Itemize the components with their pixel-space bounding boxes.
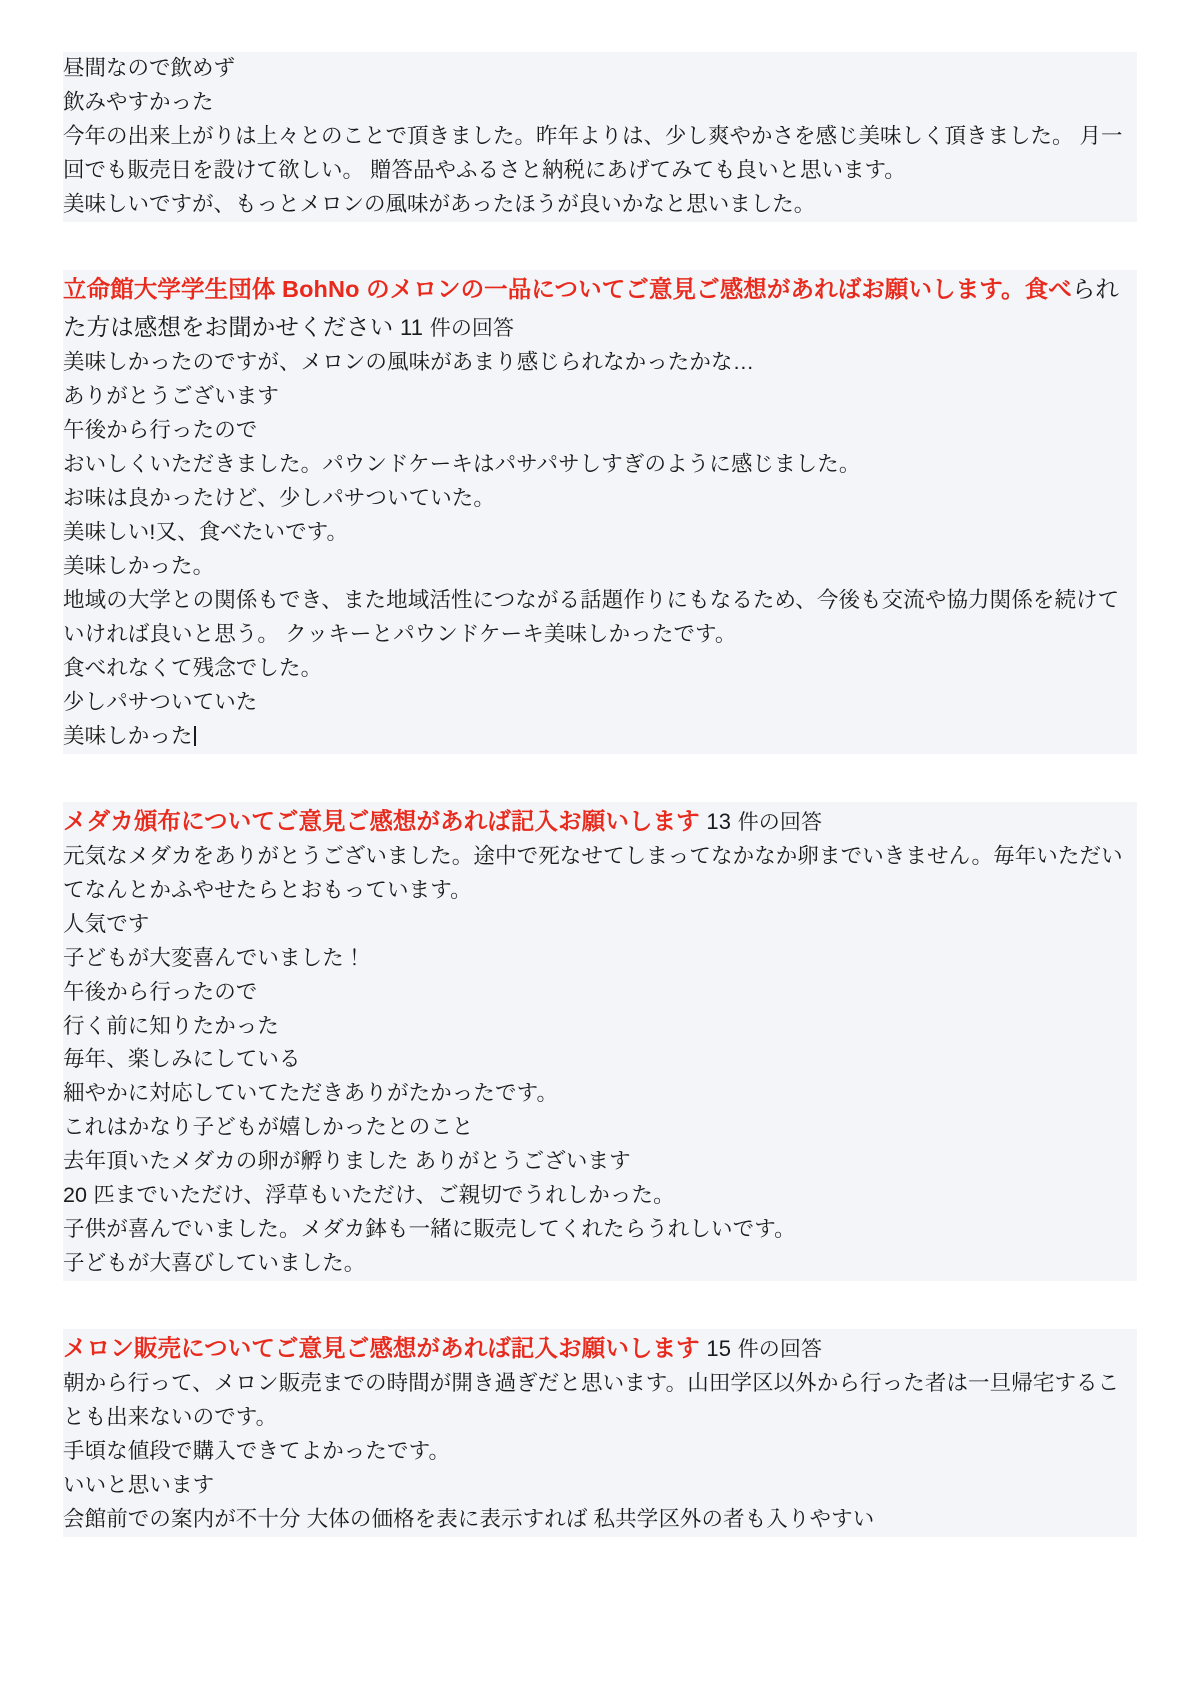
answers-list — [63, 840, 1137, 1282]
answer-line: 地域の大学との関係もでき、また地域活性につながる話題作りにもなるため、今後も交流や協力関係を続けていければ良いと思う。 クッキーとパウンドケーキ美味しかったです。 — [63, 587, 1120, 646]
answer-line: 元気なメダカをありがとうございました。途中で死なせてしまってなかなか卵までいきません。毎年いただいてなんとかふやせたらとおもっています。 — [63, 843, 1123, 902]
section-spacer — [63, 1281, 1137, 1329]
question-heading — [63, 1329, 1137, 1367]
answer-line: ありがとうございます — [63, 383, 280, 408]
answer-line: これはかなり子どもが嬉しかったとのこと — [63, 1115, 474, 1140]
section-spacer — [63, 754, 1137, 802]
answers-list — [63, 1367, 1137, 1537]
answer-line: 行く前に知りたかった — [63, 1013, 280, 1038]
answer-line: 細やかに対応していてただきありがたかったです。 — [63, 1081, 559, 1106]
answer-line: 少しパサついていた — [63, 689, 258, 714]
answer-line: 飲みやすかった — [63, 89, 214, 114]
answer-line: 子どもが大変喜んでいました！ — [63, 945, 366, 970]
response-count-number: 13 — [706, 808, 732, 834]
response-count-label: 件の回答 — [737, 1338, 823, 1362]
question-title: 立命館大学学生団体 BohNo のメロンの一品についてご意見ご感想があればお願いします。食べ — [63, 275, 1072, 302]
question-title: メダカ頒布についてご意見ご感想があれば記入お願いします — [63, 807, 700, 834]
answer-line: いいと思います — [63, 1473, 215, 1498]
section-spacer — [63, 222, 1137, 270]
answer-line: お味は良かったけど、少しパサついていた。 — [63, 485, 496, 510]
answer-line: 会館前での案内が不十分 大体の価格を表に表示すれば 私共学区外の者も入りやすい — [63, 1507, 875, 1532]
question-section — [63, 270, 1137, 754]
question-section — [63, 1329, 1137, 1537]
answer-line: 美味しかったのですが、メロンの風味があまり感じられなかったかな… — [63, 349, 755, 374]
answer-line: 美味しいですが、もっとメロンの風味があったほうが良いかなと思いました。 — [63, 191, 816, 216]
response-count-number: 11 — [400, 314, 424, 340]
intro-answers-block — [63, 52, 1137, 222]
answer-line: 今年の出来上がりは上々とのことで頂きました。昨年よりは、少し爽やかさを感じ美味しく頂きました。 月一回でも販売日を設けて欲しい。 贈答品やふるさと納税にあげてみても良いと思います。 — [63, 123, 1123, 182]
answer-line: 人気です — [63, 911, 150, 936]
question-heading — [63, 270, 1137, 346]
answer-line: 午後から行ったので — [63, 417, 258, 442]
answer-line: 毎年、楽しみにしている — [63, 1047, 301, 1072]
answer-line: 朝から行って、メロン販売までの時間が開き過ぎだと思います。山田学区以外から行った者は一旦帰宅することも出来ないのです。 — [63, 1371, 1120, 1430]
answer-line: おいしくいただきました。パウンドケーキはパサパサしすぎのように感じました。 — [63, 451, 861, 476]
answer-line: 午後から行ったので — [63, 979, 258, 1004]
response-count-label: 件の回答 — [429, 316, 515, 340]
question-title: メロン販売についてご意見ご感想があれば記入お願いします — [63, 1335, 700, 1362]
question-title-continued: られた方は感想をお聞かせください — [63, 275, 1120, 340]
answer-line: 美味しい!又、食べたいです。 — [63, 519, 349, 544]
response-count-label: 件の回答 — [737, 810, 823, 834]
answer-line: 食べれなくて残念でした。 — [63, 655, 323, 680]
answers-list — [63, 346, 1137, 754]
text-cursor — [194, 726, 196, 746]
answer-line: 子どもが大喜びしていました。 — [63, 1251, 366, 1276]
answer-line: 去年頂いたメダカの卵が孵りました ありがとうございます — [63, 1149, 631, 1174]
answer-line-with-caret — [63, 720, 1137, 754]
response-count-number: 15 — [706, 1336, 732, 1362]
answer-text: 美味しかった — [63, 723, 193, 748]
answer-line: 手頃な値段で購入できてよかったです。 — [63, 1439, 451, 1464]
answer-line: 昼間なので飲めず — [63, 56, 236, 80]
answer-line: 20 匹までいただけ、浮草もいただけ、ご親切でうれしかった。 — [63, 1183, 675, 1208]
question-section — [63, 802, 1137, 1282]
answer-line: 美味しかった。 — [63, 553, 215, 578]
question-heading — [63, 802, 1137, 840]
answer-line: 子供が喜んでいました。メダカ鉢も一緒に販売してくれたらうれしいです。 — [63, 1217, 796, 1242]
